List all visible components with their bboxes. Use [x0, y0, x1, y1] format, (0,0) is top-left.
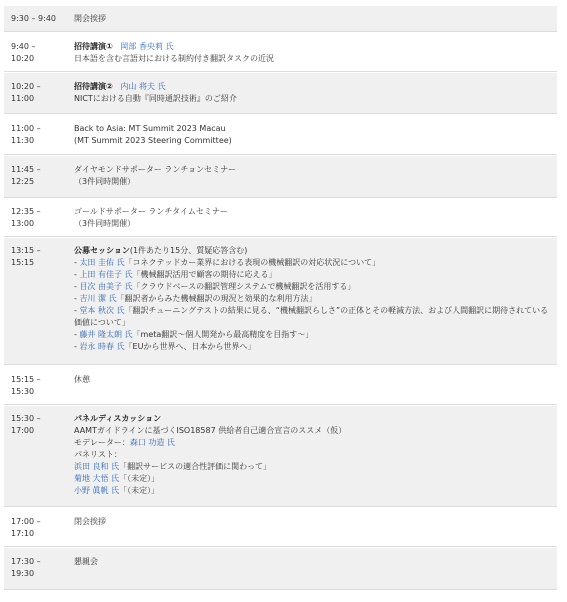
speaker-link[interactable]: 吉川 潔 氏 — [79, 294, 117, 303]
start-time: 15:30 – — [11, 414, 41, 423]
talk-title: 「クラウドベースの翻訳管理システムで機械翻訳を活用する」 — [132, 282, 356, 291]
talk-title: 「（未定）」 — [119, 474, 160, 483]
schedule-row — [4, 156, 557, 198]
time-slot — [11, 81, 41, 105]
talk-title: 「（未定）」 — [119, 486, 160, 495]
session-content — [74, 123, 553, 147]
time-slot — [11, 556, 41, 580]
list-item: - 藤井 隆太朗 氏「meta翻訳〜個人開発から最高精度を目指す〜」 — [74, 330, 314, 339]
speaker-link[interactable]: 藤井 隆太朗 氏 — [79, 330, 133, 339]
panelist-link[interactable]: 菊地 大悟 氏 — [74, 474, 120, 483]
schedule-row — [4, 73, 557, 114]
end-time: 15:30 — [11, 387, 35, 396]
end-time: 15:15 — [11, 258, 35, 267]
session-content — [74, 41, 553, 65]
list-item: - 上田 有佳子 氏「機械翻訳活用で顧客の期待に応える」 — [74, 270, 277, 279]
list-item: - 目次 由美子 氏「クラウドベースの翻訳管理システムで機械翻訳を活用する」 — [74, 282, 356, 291]
start-time: 15:15 – — [11, 375, 41, 384]
list-item — [74, 485, 553, 497]
end-time: 17:00 — [11, 426, 35, 435]
schedule-row — [4, 366, 557, 405]
end-time: 11:30 — [11, 136, 35, 145]
session-content — [74, 245, 553, 353]
list-item — [74, 473, 553, 485]
moderator-label: モデレーター： — [74, 438, 130, 447]
schedule-row — [4, 508, 557, 547]
session-subtitle: （3件同時開催） — [74, 177, 136, 186]
session-subtitle: (MT Summit 2023 Steering Committee) — [74, 136, 232, 145]
talk-title: 「機械翻訳活用で顧客の期待に応える」 — [132, 270, 277, 279]
panelist-link[interactable]: 浜田 良和 氏 — [74, 462, 120, 471]
schedule-row — [4, 6, 557, 32]
list-item: - 堂本 秋次 氏「翻訳チューニングテストの結果に見る、“機械翻訳らしさ”の正体とその軽減方法、および人間翻訳に期待されている価値について」 — [74, 306, 549, 327]
talk-title: 「コネクテッドカー業界における表現の機械翻訳の対応状況について」 — [124, 258, 381, 267]
session-content — [74, 164, 553, 188]
speaker-link[interactable]: 岩永 時春 氏 — [79, 342, 125, 351]
time-slot — [11, 206, 41, 230]
speaker-link[interactable]: 内山 将夫 氏 — [120, 82, 166, 91]
session-subtitle: （3件同時開催） — [74, 219, 136, 228]
start-time: 11:45 – — [11, 165, 41, 174]
speaker-link[interactable]: 上田 有佳子 氏 — [79, 270, 133, 279]
talk-title: 「翻訳チューニングテストの結果に見る、“機械翻訳らしさ”の正体とその軽減方法、および人間翻訳に期待されている価値について」 — [74, 306, 549, 327]
time-slot — [11, 413, 41, 437]
session-content — [74, 413, 553, 497]
talk-title: 「meta翻訳〜個人開発から最高精度を目指す〜」 — [132, 330, 314, 339]
time-range: 9:30 – 9:40 — [11, 14, 57, 23]
session-content — [74, 556, 553, 568]
schedule-row — [4, 33, 557, 72]
session-content — [74, 374, 553, 386]
session-title: 懇親会 — [74, 557, 98, 566]
time-slot — [11, 164, 41, 188]
list-item — [74, 461, 553, 473]
schedule-row — [4, 199, 557, 237]
time-slot — [11, 41, 36, 65]
start-time: 12:35 – — [11, 207, 41, 216]
start-time: 9:40 – — [11, 42, 36, 51]
end-time: 19:30 — [11, 569, 35, 578]
session-title: ゴールドサポーター ランチタイムセミナー — [74, 207, 228, 216]
end-time: 12:25 — [11, 177, 35, 186]
time-slot — [11, 13, 56, 25]
session-kind: 招待講演② — [74, 82, 113, 91]
talk-title: 「EUから世界へ、日本から世界へ」 — [124, 342, 256, 351]
session-title: 開会挨拶 — [74, 14, 106, 23]
speaker-link[interactable]: 目次 由美子 氏 — [79, 282, 133, 291]
list-item: - 太田 圭佑 氏「コネクテッドカー業界における表現の機械翻訳の対応状況について」 — [74, 258, 381, 267]
panel-theme: AAMTガイドラインに基づくISO18587 供給者自己適合宣言のススメ（仮） — [74, 426, 347, 435]
session-content — [74, 13, 553, 25]
session-title: Back to Asia: MT Summit 2023 Macau — [74, 124, 226, 133]
start-time: 17:00 – — [11, 517, 41, 526]
session-content — [74, 81, 553, 105]
schedule-row — [4, 115, 557, 155]
time-slot — [11, 123, 41, 147]
session-description: NICTにおける自動『同時通訳技術』のご紹介 — [74, 94, 237, 103]
end-time: 17:10 — [11, 529, 35, 538]
session-heading: パネルディスカッション — [74, 414, 162, 423]
session-content — [74, 516, 553, 528]
end-time: 10:20 — [11, 54, 35, 63]
schedule-row — [4, 406, 557, 507]
session-title: ダイヤモンドサポーター ランチョンセミナー — [74, 165, 237, 174]
start-time: 11:00 – — [11, 124, 41, 133]
start-time: 10:20 – — [11, 82, 41, 91]
end-time: 13:00 — [11, 219, 35, 228]
speaker-link[interactable]: 岡部 香央莉 氏 — [120, 42, 174, 51]
schedule-row — [4, 548, 557, 590]
speaker-link[interactable]: 堂本 秋次 氏 — [79, 306, 125, 315]
speaker-link[interactable]: 太田 圭佑 氏 — [79, 258, 125, 267]
session-note: (1件あたり15分、質疑応答含む) — [129, 246, 248, 255]
talk-title: 「翻訳者からみた機械翻訳の現況と効果的な利用方法」 — [116, 294, 317, 303]
time-slot — [11, 374, 41, 398]
time-slot — [11, 245, 41, 269]
start-time: 17:30 – — [11, 557, 41, 566]
end-time: 11:00 — [11, 94, 35, 103]
session-heading: 公募セッション — [74, 246, 130, 255]
panelist-link[interactable]: 小野 眞帆 氏 — [74, 486, 120, 495]
schedule-row — [4, 238, 557, 365]
start-time: 13:15 – — [11, 246, 41, 255]
session-title: 休憩 — [74, 375, 90, 384]
moderator-link[interactable]: 森口 功造 氏 — [129, 438, 175, 447]
talk-title: 「翻訳サービスの適合性評価に関わって」 — [119, 462, 272, 471]
list-item: - 岩永 時春 氏「EUから世界へ、日本から世界へ」 — [74, 342, 256, 351]
list-item: - 吉川 潔 氏「翻訳者からみた機械翻訳の現況と効果的な利用方法」 — [74, 294, 317, 303]
session-kind: 招待講演① — [74, 42, 113, 51]
panelist-label: パネリスト： — [74, 450, 122, 459]
session-title: 閉会挨拶 — [74, 517, 106, 526]
session-content — [74, 206, 553, 230]
session-description: 日本語を含む言語対における制約付き翻訳タスクの近況 — [74, 54, 274, 63]
time-slot — [11, 516, 41, 540]
